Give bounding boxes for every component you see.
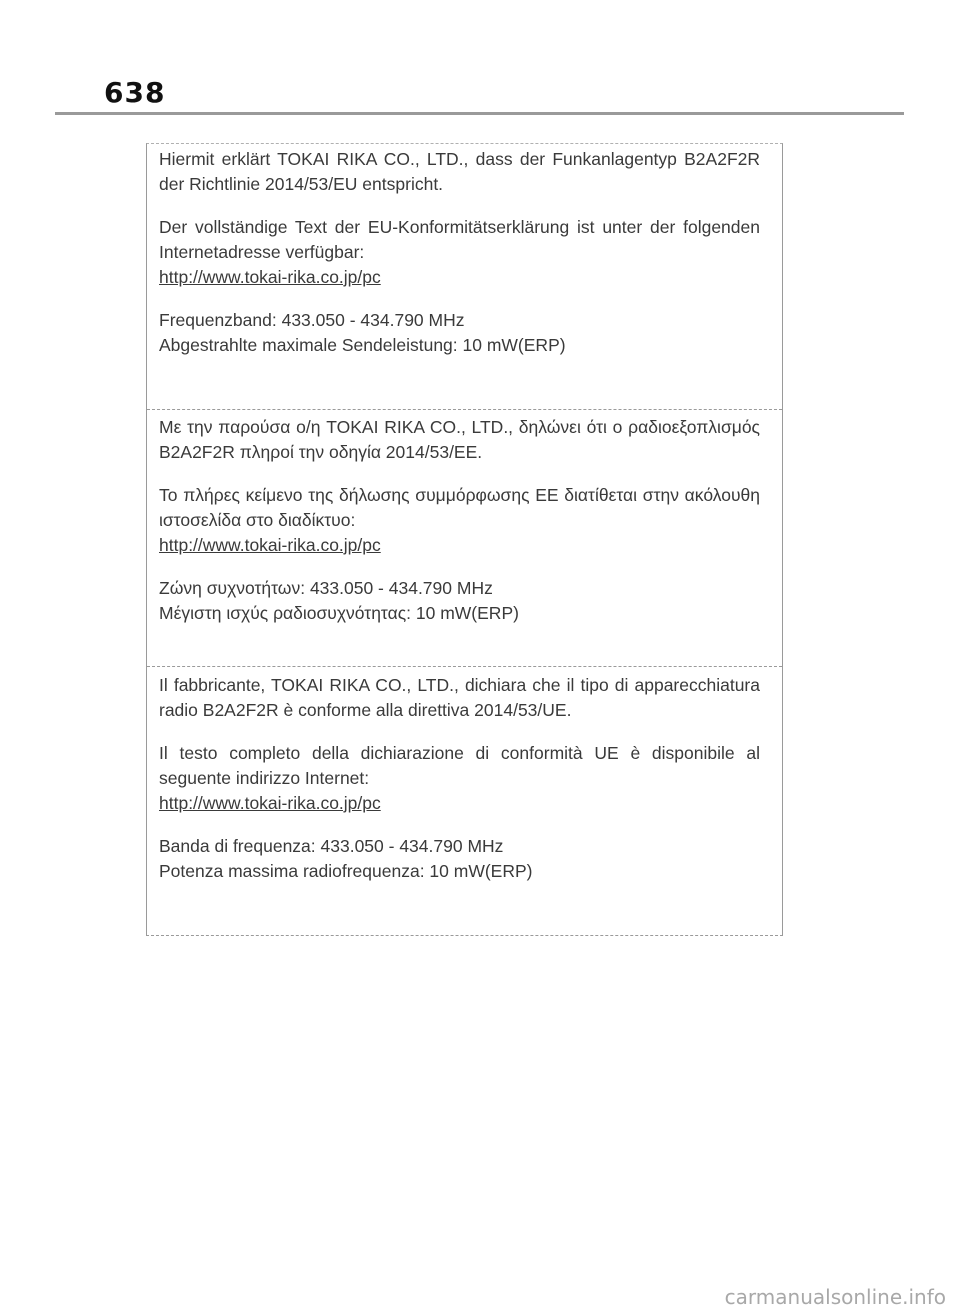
full-text-intro: Der vollständige Text der EU-Konformitätserklärung ist unter der folgenden Internetadresse verfügbar: [159, 217, 760, 262]
max-power-text: Abgestrahlte maximale Sendeleistung: 10 mW(ERP) [159, 335, 566, 355]
site-watermark: carmanualsonline.info [724, 1285, 946, 1309]
frequency-band-text: Ζώνη συχνοτήτων: 433.050 - 434.790 MHz [159, 578, 493, 598]
max-power-text: Potenza massima radiofrequenza: 10 mW(ERP) [159, 861, 533, 881]
conformity-url-link[interactable]: http://www.tokai-rika.co.jp/pc [159, 267, 381, 287]
conformity-url-link[interactable]: http://www.tokai-rika.co.jp/pc [159, 535, 381, 555]
frequency-band-text: Frequenzband: 433.050 - 434.790 MHz [159, 310, 465, 330]
full-text-intro: Il testo completo della dichiarazione di conformità UE è disponibile al seguente indirizzo Internet: [159, 743, 760, 788]
declaration-text: Hiermit erklärt TOKAI RIKA CO., LTD., dass der Funkanlagentyp B2A2F2R der Richtlinie 2014/53/EU entspricht. [159, 149, 760, 194]
conformity-url-link[interactable]: http://www.tokai-rika.co.jp/pc [159, 793, 381, 813]
full-text-intro: Το πλήρες κείμενο της δήλωσης συμμόρφωσης ΕΕ διατίθεται στην ακόλουθη ιστοσελίδα στο διαδίκτυο: [159, 485, 760, 530]
notice-section-italian [147, 667, 782, 935]
frequency-band-text: Banda di frequenza: 433.050 - 434.790 MHz [159, 836, 504, 856]
header-divider [55, 112, 904, 115]
max-power-text: Μέγιστη ισχύς ραδιοσυχνότητας: 10 mW(ERP) [159, 603, 519, 623]
notice-section-german [147, 144, 782, 410]
eu-conformity-notice-box [146, 143, 783, 936]
page-number: 638 [104, 76, 166, 109]
declaration-text: Il fabbricante, TOKAI RIKA CO., LTD., dichiara che il tipo di apparecchiatura radio B2A2F2R è conforme alla direttiva 2014/53/UE. [159, 675, 760, 720]
notice-section-greek [147, 410, 782, 667]
declaration-text: Με την παρούσα ο/η TOKAI RIKA CO., LTD., δηλώνει ότι ο ραδιοεξοπλισμός B2A2F2R πληροί την οδηγία 2014/53/ΕΕ. [159, 417, 760, 462]
